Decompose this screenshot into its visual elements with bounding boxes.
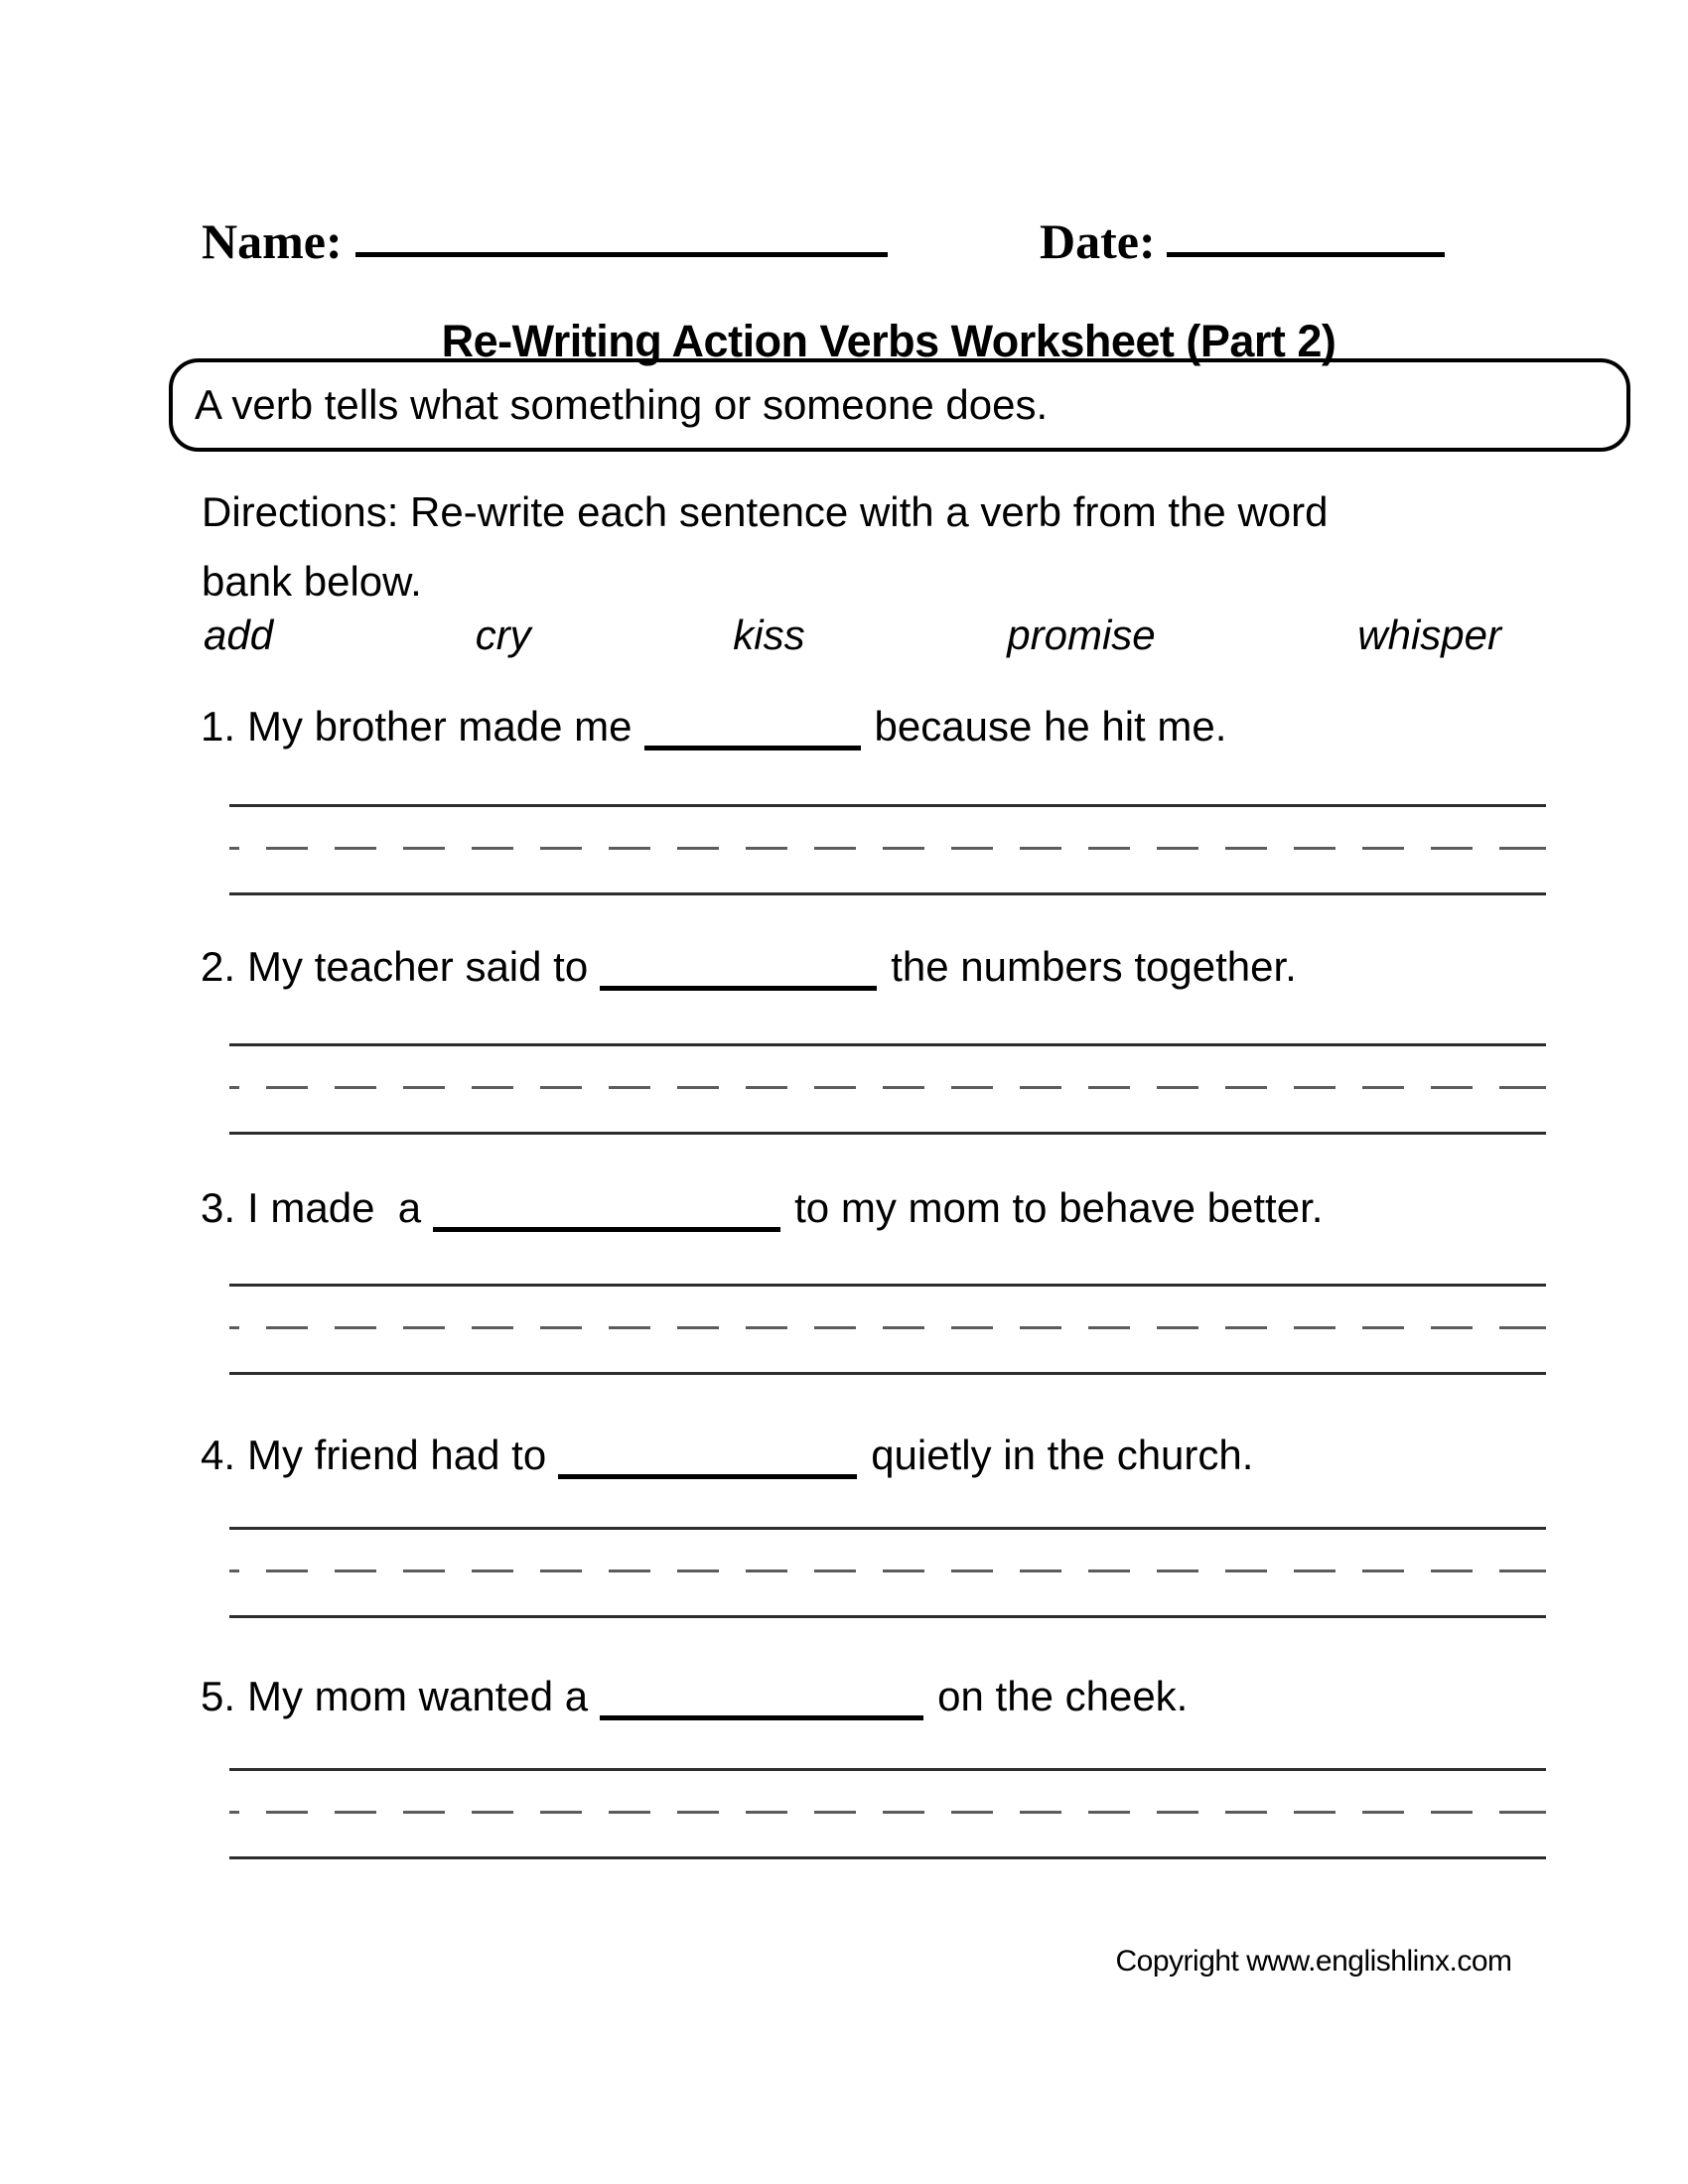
copyright-text: Copyright www.englishlinx.com [1115, 1945, 1512, 1978]
word-bank [204, 612, 1501, 659]
question-5-writing-lines[interactable] [229, 1768, 1546, 1859]
word-bank-item-kiss: kiss [733, 612, 805, 658]
question-4-writing-lines[interactable] [229, 1527, 1546, 1618]
question-3 [201, 1184, 1323, 1232]
word-bank-item-add: add [204, 612, 274, 658]
question-1-blank[interactable] [644, 742, 861, 751]
definition-text: A verb tells what something or someone does. [195, 381, 1049, 428]
question-1-text-before: My brother made me [247, 703, 633, 750]
question-2-text-after: the numbers together. [891, 943, 1297, 990]
question-2-writing-lines[interactable] [229, 1043, 1546, 1135]
question-2-number: 2. [201, 943, 236, 990]
name-fill-in-line[interactable] [355, 252, 888, 257]
question-3-number: 3. [201, 1184, 236, 1231]
question-3-blank[interactable] [433, 1223, 780, 1232]
question-3-writing-lines[interactable] [229, 1284, 1546, 1375]
question-2 [201, 943, 1297, 991]
question-5-text-after: on the cheek. [937, 1673, 1189, 1719]
question-5 [201, 1673, 1188, 1720]
question-4-number: 4. [201, 1432, 236, 1478]
question-3-text-before: I made a [247, 1184, 422, 1231]
dashed-guide-line [229, 1570, 1546, 1572]
question-5-text-before: My mom wanted a [247, 1673, 589, 1719]
name-label: Name: [202, 213, 343, 269]
question-1-number: 1. [201, 703, 236, 750]
question-3-text-after: to my mom to behave better. [794, 1184, 1324, 1231]
question-1-text-after: because he hit me. [874, 703, 1227, 750]
question-2-blank[interactable] [600, 982, 877, 991]
dashed-guide-line [229, 1086, 1546, 1089]
dashed-guide-line [229, 847, 1546, 850]
word-bank-item-promise: promise [1007, 612, 1156, 658]
definition-box [169, 358, 1630, 452]
directions-line-2: bank below. [202, 558, 422, 605]
question-5-number: 5. [201, 1673, 236, 1719]
word-bank-item-whisper: whisper [1357, 612, 1501, 658]
dashed-guide-line [229, 1811, 1546, 1814]
question-4 [201, 1432, 1253, 1479]
question-4-text-after: quietly in the church. [871, 1432, 1254, 1478]
page-title: Re-Writing Action Verbs Worksheet (Part 2) [441, 316, 1336, 366]
question-2-text-before: My teacher said to [247, 943, 589, 990]
date-fill-in-line[interactable] [1167, 252, 1445, 257]
question-1 [201, 703, 1226, 751]
question-1-writing-lines[interactable] [229, 804, 1546, 895]
date-label: Date: [1040, 213, 1156, 269]
question-5-blank[interactable] [600, 1711, 923, 1720]
word-bank-item-cry: cry [475, 612, 531, 658]
question-4-blank[interactable] [558, 1470, 857, 1479]
dashed-guide-line [229, 1326, 1546, 1329]
question-4-text-before: My friend had to [247, 1432, 547, 1478]
directions [202, 478, 1328, 616]
directions-line-1: Directions: Re-write each sentence with a verb from the word [202, 488, 1329, 535]
